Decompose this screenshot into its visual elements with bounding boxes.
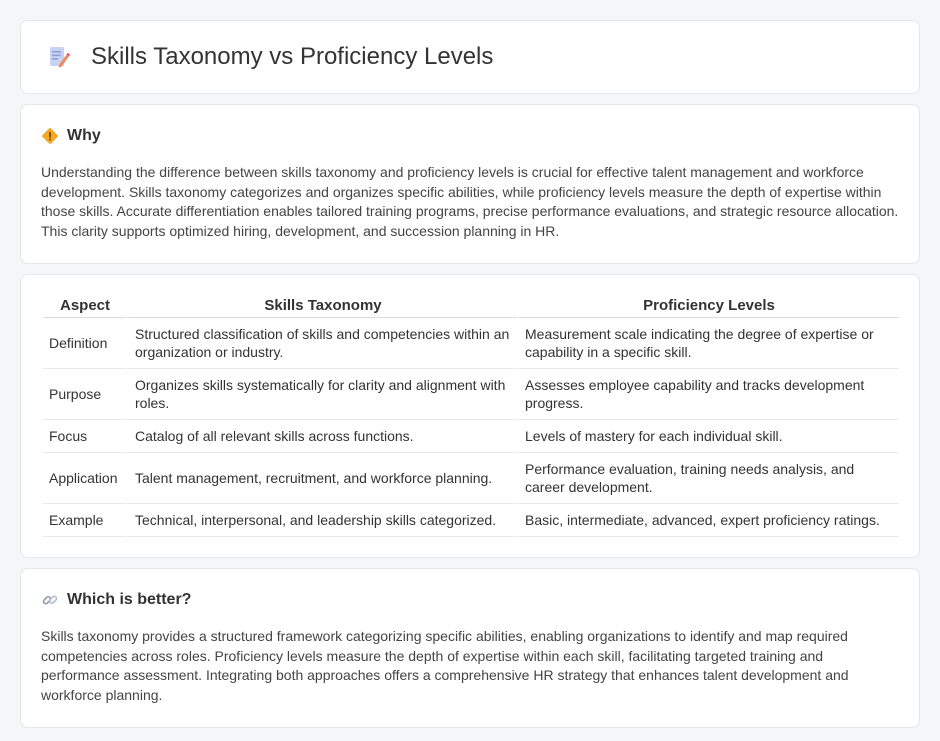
table-row: [43, 504, 899, 537]
row-skills-taxonomy: Catalog of all relevant skills across functions.: [127, 420, 517, 453]
why-section: [20, 104, 920, 264]
comparison-table: [43, 295, 899, 537]
comparison-card: [20, 274, 920, 558]
row-proficiency-levels: Basic, intermediate, advanced, expert proficiency ratings.: [517, 504, 899, 537]
better-section: [20, 568, 920, 728]
better-body: Skills taxonomy provides a structured framework categorizing specific abilities, enabling organizations to identify and map required competencies across roles. Proficiency levels measure the depth of expertise within each skill, facilitating targeted training and performance assessment. Integrating both approaches offers a comprehensive HR strategy that enhances talent development and workforce planning.: [41, 628, 849, 703]
table-row: [43, 420, 899, 453]
title-card: [20, 20, 920, 94]
table-row: [43, 318, 899, 369]
row-aspect: Focus: [43, 420, 127, 453]
row-aspect: Example: [43, 504, 127, 537]
row-aspect: Purpose: [43, 369, 127, 420]
table-row: [43, 369, 899, 420]
row-skills-taxonomy: Talent management, recruitment, and workforce planning.: [127, 453, 517, 504]
row-proficiency-levels: Performance evaluation, training needs analysis, and career development.: [517, 453, 899, 504]
diamond-warning-icon: [41, 127, 59, 145]
why-body: Understanding the difference between skills taxonomy and proficiency levels is crucial for effective talent management and workforce development. Skills taxonomy categorizes and organizes specific abilities, while proficiency levels measure the depth of expertise within those skills. Accurate differentiation enables tailored training programs, precise performance evaluations, and strategic resource allocation. This clarity supports optimized hiring, development, and succession planning in HR.: [41, 164, 899, 239]
why-heading: Why: [67, 127, 101, 144]
row-proficiency-levels: Levels of mastery for each individual skill.: [517, 420, 899, 453]
row-proficiency-levels: Measurement scale indicating the degree of expertise or capability in a specific skill.: [517, 318, 899, 369]
document-edit-icon: [47, 45, 71, 69]
table-header-row: [43, 295, 899, 318]
header-skills-taxonomy: Skills Taxonomy: [127, 295, 517, 318]
row-aspect: Definition: [43, 318, 127, 369]
header-aspect: Aspect: [43, 295, 127, 318]
row-skills-taxonomy: Structured classification of skills and competencies within an organization or industry.: [127, 318, 517, 369]
row-proficiency-levels: Assesses employee capability and tracks development progress.: [517, 369, 899, 420]
better-heading: Which is better?: [67, 591, 192, 608]
row-skills-taxonomy: Organizes skills systematically for clarity and alignment with roles.: [127, 369, 517, 420]
row-skills-taxonomy: Technical, interpersonal, and leadership skills categorized.: [127, 504, 517, 537]
header-proficiency-levels: Proficiency Levels: [517, 295, 899, 318]
row-aspect: Application: [43, 453, 127, 504]
table-row: [43, 453, 899, 504]
page-title: Skills Taxonomy vs Proficiency Levels: [91, 43, 494, 70]
link-icon: [41, 591, 59, 609]
